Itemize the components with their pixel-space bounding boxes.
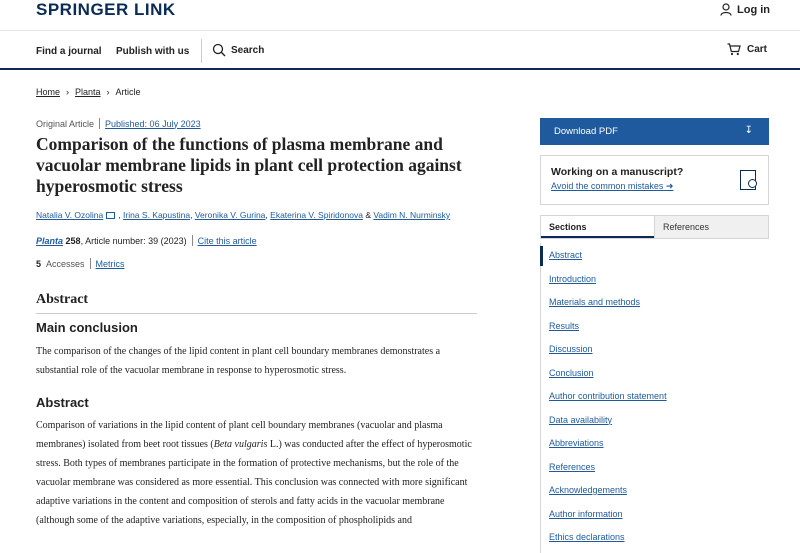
- section-link-abstract[interactable]: Abstract: [549, 250, 583, 260]
- ampersand: &: [365, 210, 371, 220]
- download-pdf-button[interactable]: [540, 118, 769, 145]
- metrics-link[interactable]: Metrics: [95, 258, 125, 269]
- search-label: Search: [231, 44, 265, 56]
- section-link-introduction[interactable]: Introduction: [549, 273, 597, 284]
- cart-icon: [727, 43, 741, 56]
- find-journal-link[interactable]: Find a journal: [36, 46, 102, 57]
- breadcrumb-planta[interactable]: Planta: [75, 87, 101, 97]
- cart-label: Cart: [746, 44, 767, 55]
- search-icon: [212, 43, 226, 57]
- arrow-right-icon: ➜: [665, 181, 674, 191]
- divider: [90, 258, 91, 269]
- nav-divider: [201, 39, 202, 63]
- section-link-ethics[interactable]: Ethics declarations: [549, 532, 625, 542]
- toc-track: [540, 243, 541, 553]
- section-link-abbreviations[interactable]: Abbreviations: [549, 438, 604, 448]
- user-icon: [720, 3, 732, 16]
- section-link-references[interactable]: References: [549, 461, 596, 472]
- section-link-data-availability[interactable]: Data availability: [549, 414, 613, 425]
- download-arrow-icon: ↧: [744, 125, 753, 136]
- login-button[interactable]: [720, 3, 770, 16]
- main-conclusion-text: The comparison of the changes of the lipid content in plant cell boundary membranes demonstrates a substantial role of the vacuolar membrane in response to hyperosmotic stress.: [36, 346, 441, 376]
- divider: [192, 235, 193, 246]
- sidebar-tabs: [540, 215, 769, 239]
- accesses-label: Accesses: [46, 258, 85, 269]
- download-pdf-label: Download PDF: [554, 126, 618, 137]
- author-link[interactable]: Veronika V. Gurina: [194, 210, 266, 220]
- login-label: Log in: [737, 3, 770, 16]
- section-link-materials[interactable]: Materials and methods: [549, 297, 641, 307]
- tab-references[interactable]: References: [654, 216, 768, 238]
- journal-volume: 258: [65, 235, 81, 246]
- author-link[interactable]: Natalia V. Ozolina: [36, 210, 104, 220]
- article-type: Original Article: [36, 118, 95, 129]
- article-title: Comparison of the functions of plasma membrane and vacuolar membrane lipids in plant cell protection against hyperosmotic stress: [36, 134, 462, 196]
- publish-with-us-link[interactable]: Publish with us: [116, 46, 190, 57]
- main-conclusion-heading: Main conclusion: [36, 320, 138, 335]
- journal-name-link[interactable]: Planta: [36, 235, 64, 246]
- accesses-count: 5: [36, 258, 42, 269]
- access-metrics: [36, 258, 125, 269]
- section-link-results[interactable]: Results: [549, 320, 580, 331]
- section-link-acknowledgements[interactable]: Acknowledgements: [549, 485, 628, 495]
- springer-link-logo[interactable]: SPRINGER LINK: [36, 0, 176, 19]
- top-bar: [0, 0, 800, 30]
- abstract-text: [36, 416, 481, 530]
- abstract-heading: Abstract: [36, 292, 89, 307]
- author-link[interactable]: Irina S. Kapustina: [123, 210, 191, 220]
- author-link[interactable]: Ekaterina V. Spiridonova: [270, 210, 363, 220]
- manuscript-link-label: Avoid the common mistakes: [551, 181, 664, 191]
- manuscript-link[interactable]: [551, 181, 758, 192]
- abstract-text-part: Comparison of variations in the lipid content of plant cell boundary membranes (vacuolar and plasma membranes) isolated from beet root tissues (: [36, 420, 443, 450]
- abstract-text-part: L.) was conducted after the effect of hyperosmotic stress. Both types of membranes participate in the formation of protective mechanisms, but the role of the vacuolar membrane was considered as more essential. This conclusion was connected with more significant adaptive variations in the content and composition of sterols and fatty acids in the vacuolar membrane (although some of the adaptive variations, especially, in the composition of phospholipids and: [36, 439, 472, 526]
- divider: [99, 118, 100, 129]
- section-link-author-information[interactable]: Author information: [549, 508, 623, 519]
- envelope-icon[interactable]: [106, 212, 115, 219]
- published-date-link[interactable]: Published: 06 July 2023: [105, 118, 201, 129]
- journal-info: [36, 235, 257, 246]
- cart-button[interactable]: [727, 43, 767, 56]
- toc-active-indicator: [540, 246, 543, 266]
- breadcrumb-article: Article: [115, 87, 141, 97]
- breadcrumb: [36, 87, 141, 97]
- tab-sections[interactable]: Sections: [541, 216, 654, 238]
- author-link[interactable]: Vadim N. Nurminsky: [373, 210, 451, 220]
- manuscript-title: Working on a manuscript?: [551, 166, 684, 178]
- manuscript-promo: [540, 155, 769, 205]
- abstract-subheading: Abstract: [36, 395, 89, 410]
- article-meta: [36, 118, 201, 129]
- article-number: , Article number: 39 (2023): [80, 235, 187, 246]
- section-link-author-contribution[interactable]: Author contribution statement: [549, 391, 667, 401]
- breadcrumb-home[interactable]: Home: [36, 87, 61, 97]
- section-link-conclusion[interactable]: Conclusion: [549, 367, 594, 378]
- search-button[interactable]: [212, 43, 264, 57]
- document-search-icon: [740, 170, 756, 190]
- section-link-discussion[interactable]: Discussion: [549, 344, 593, 354]
- author-list: Natalia V. Ozolina , Irina S. Kapustina, Veronika V. Gurina, Ekaterina V. Spiridonova & Vadim N. Nurminsky: [36, 210, 451, 220]
- main-navigation: [0, 30, 800, 70]
- species-name: Beta vulgaris: [213, 439, 268, 450]
- abstract-divider: [36, 313, 477, 314]
- section-list: [549, 250, 667, 553]
- chevron-right-icon: ›: [106, 87, 110, 97]
- cite-article-link[interactable]: Cite this article: [197, 235, 257, 246]
- chevron-right-icon: ›: [66, 87, 70, 97]
